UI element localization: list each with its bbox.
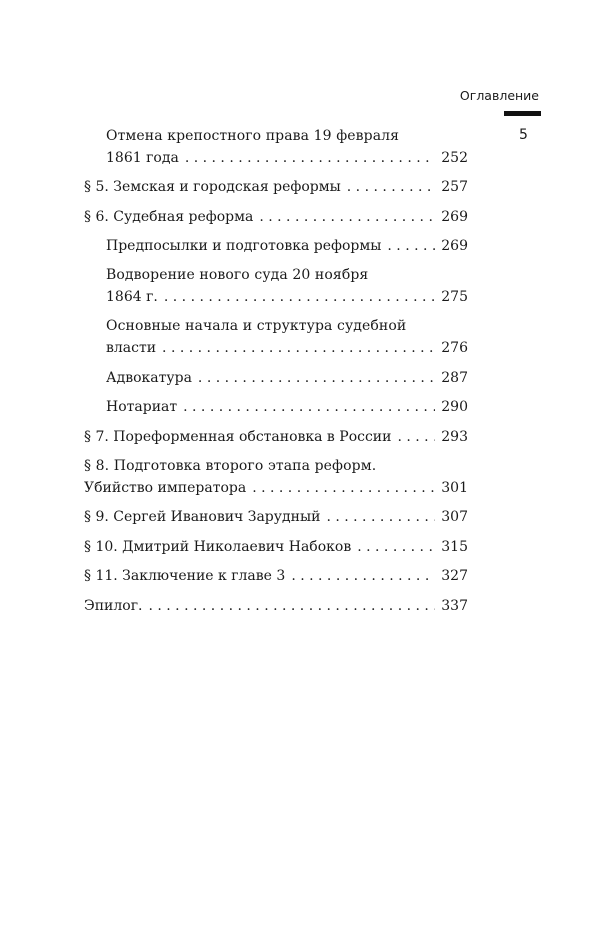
toc-entry[interactable] <box>84 538 468 556</box>
toc-entry-page: 293 <box>441 429 468 445</box>
toc-entry[interactable] <box>84 508 468 526</box>
leader-dots <box>357 538 435 556</box>
toc-entry-page: 269 <box>441 209 468 225</box>
toc-entry-page: 276 <box>441 340 468 356</box>
toc-entry-line1: § 8. Подготовка второго этапа реформ. <box>84 458 377 474</box>
toc-entry-title: § 5. Земская и городская реформы <box>84 179 341 195</box>
toc-entry[interactable] <box>106 339 468 357</box>
toc-entry[interactable] <box>84 567 468 585</box>
leader-dots <box>164 288 435 306</box>
toc-entry-title: Убийство императора <box>84 480 247 496</box>
leader-dots <box>326 508 435 526</box>
toc-entry-title: Предпосылки и подготовка реформы <box>106 238 382 254</box>
toc-entry-page: 301 <box>441 480 468 496</box>
toc-entry[interactable] <box>106 369 468 387</box>
toc-entry-title: 1861 года <box>106 150 179 166</box>
toc-entry-page: 275 <box>441 289 468 305</box>
toc-entry-title: § 7. Пореформенная обстановка в России <box>84 429 392 445</box>
toc-entry-line1: Отмена крепостного права 19 февраля <box>106 128 400 144</box>
toc-entry-title: § 11. Заключение к главе 3 <box>84 568 286 584</box>
toc-entry-page: 307 <box>441 509 468 525</box>
page-number: 5 <box>519 127 528 143</box>
toc-entry[interactable] <box>106 398 468 416</box>
toc-entry-title: Нотариат <box>106 399 178 415</box>
toc-entry-page: 290 <box>441 399 468 415</box>
toc-entry[interactable] <box>84 178 468 196</box>
leader-dots <box>252 479 435 497</box>
toc-entry-title: Эпилог. <box>84 598 143 614</box>
toc-entry-title: власти <box>106 340 157 356</box>
leader-dots <box>198 369 435 387</box>
toc-entry[interactable] <box>84 597 468 615</box>
leader-dots <box>347 178 435 196</box>
leader-dots <box>259 208 435 226</box>
toc-entry[interactable] <box>84 428 468 446</box>
toc-entry-title: § 9. Сергей Иванович Зарудный <box>84 509 321 525</box>
toc-entry-title: § 10. Дмитрий Николаевич Набоков <box>84 539 352 555</box>
toc-entry-page: 287 <box>441 370 468 386</box>
toc-entry[interactable] <box>106 288 468 306</box>
toc-entry-page: 269 <box>441 238 468 254</box>
toc-entry-page: 252 <box>441 150 468 166</box>
toc-entry[interactable] <box>106 237 468 255</box>
toc-entry-line1: Водворение нового суда 20 ноября <box>106 267 369 283</box>
toc-entry-page: 315 <box>441 539 468 555</box>
toc-entry[interactable] <box>84 208 468 226</box>
toc-entry-title: 1864 г. <box>106 289 158 305</box>
toc-entry-title: Адвокатура <box>106 370 192 386</box>
toc-entry[interactable] <box>84 479 468 497</box>
toc-entry-line1: Основные начала и структура судебной <box>106 318 407 334</box>
toc-entry-page: 257 <box>441 179 468 195</box>
toc-entry-page: 327 <box>441 568 468 584</box>
running-header-title: Оглавление <box>459 88 539 103</box>
toc-entry-title: § 6. Судебная реформа <box>84 209 254 225</box>
toc-entry[interactable] <box>106 149 468 167</box>
leader-dots <box>397 428 435 446</box>
leader-dots <box>185 149 435 167</box>
leader-dots <box>291 567 435 585</box>
toc-entry-page: 337 <box>441 598 468 614</box>
leader-dots <box>148 597 435 615</box>
leader-dots <box>183 398 435 416</box>
leader-dots <box>162 339 435 357</box>
leader-dots <box>387 237 435 255</box>
